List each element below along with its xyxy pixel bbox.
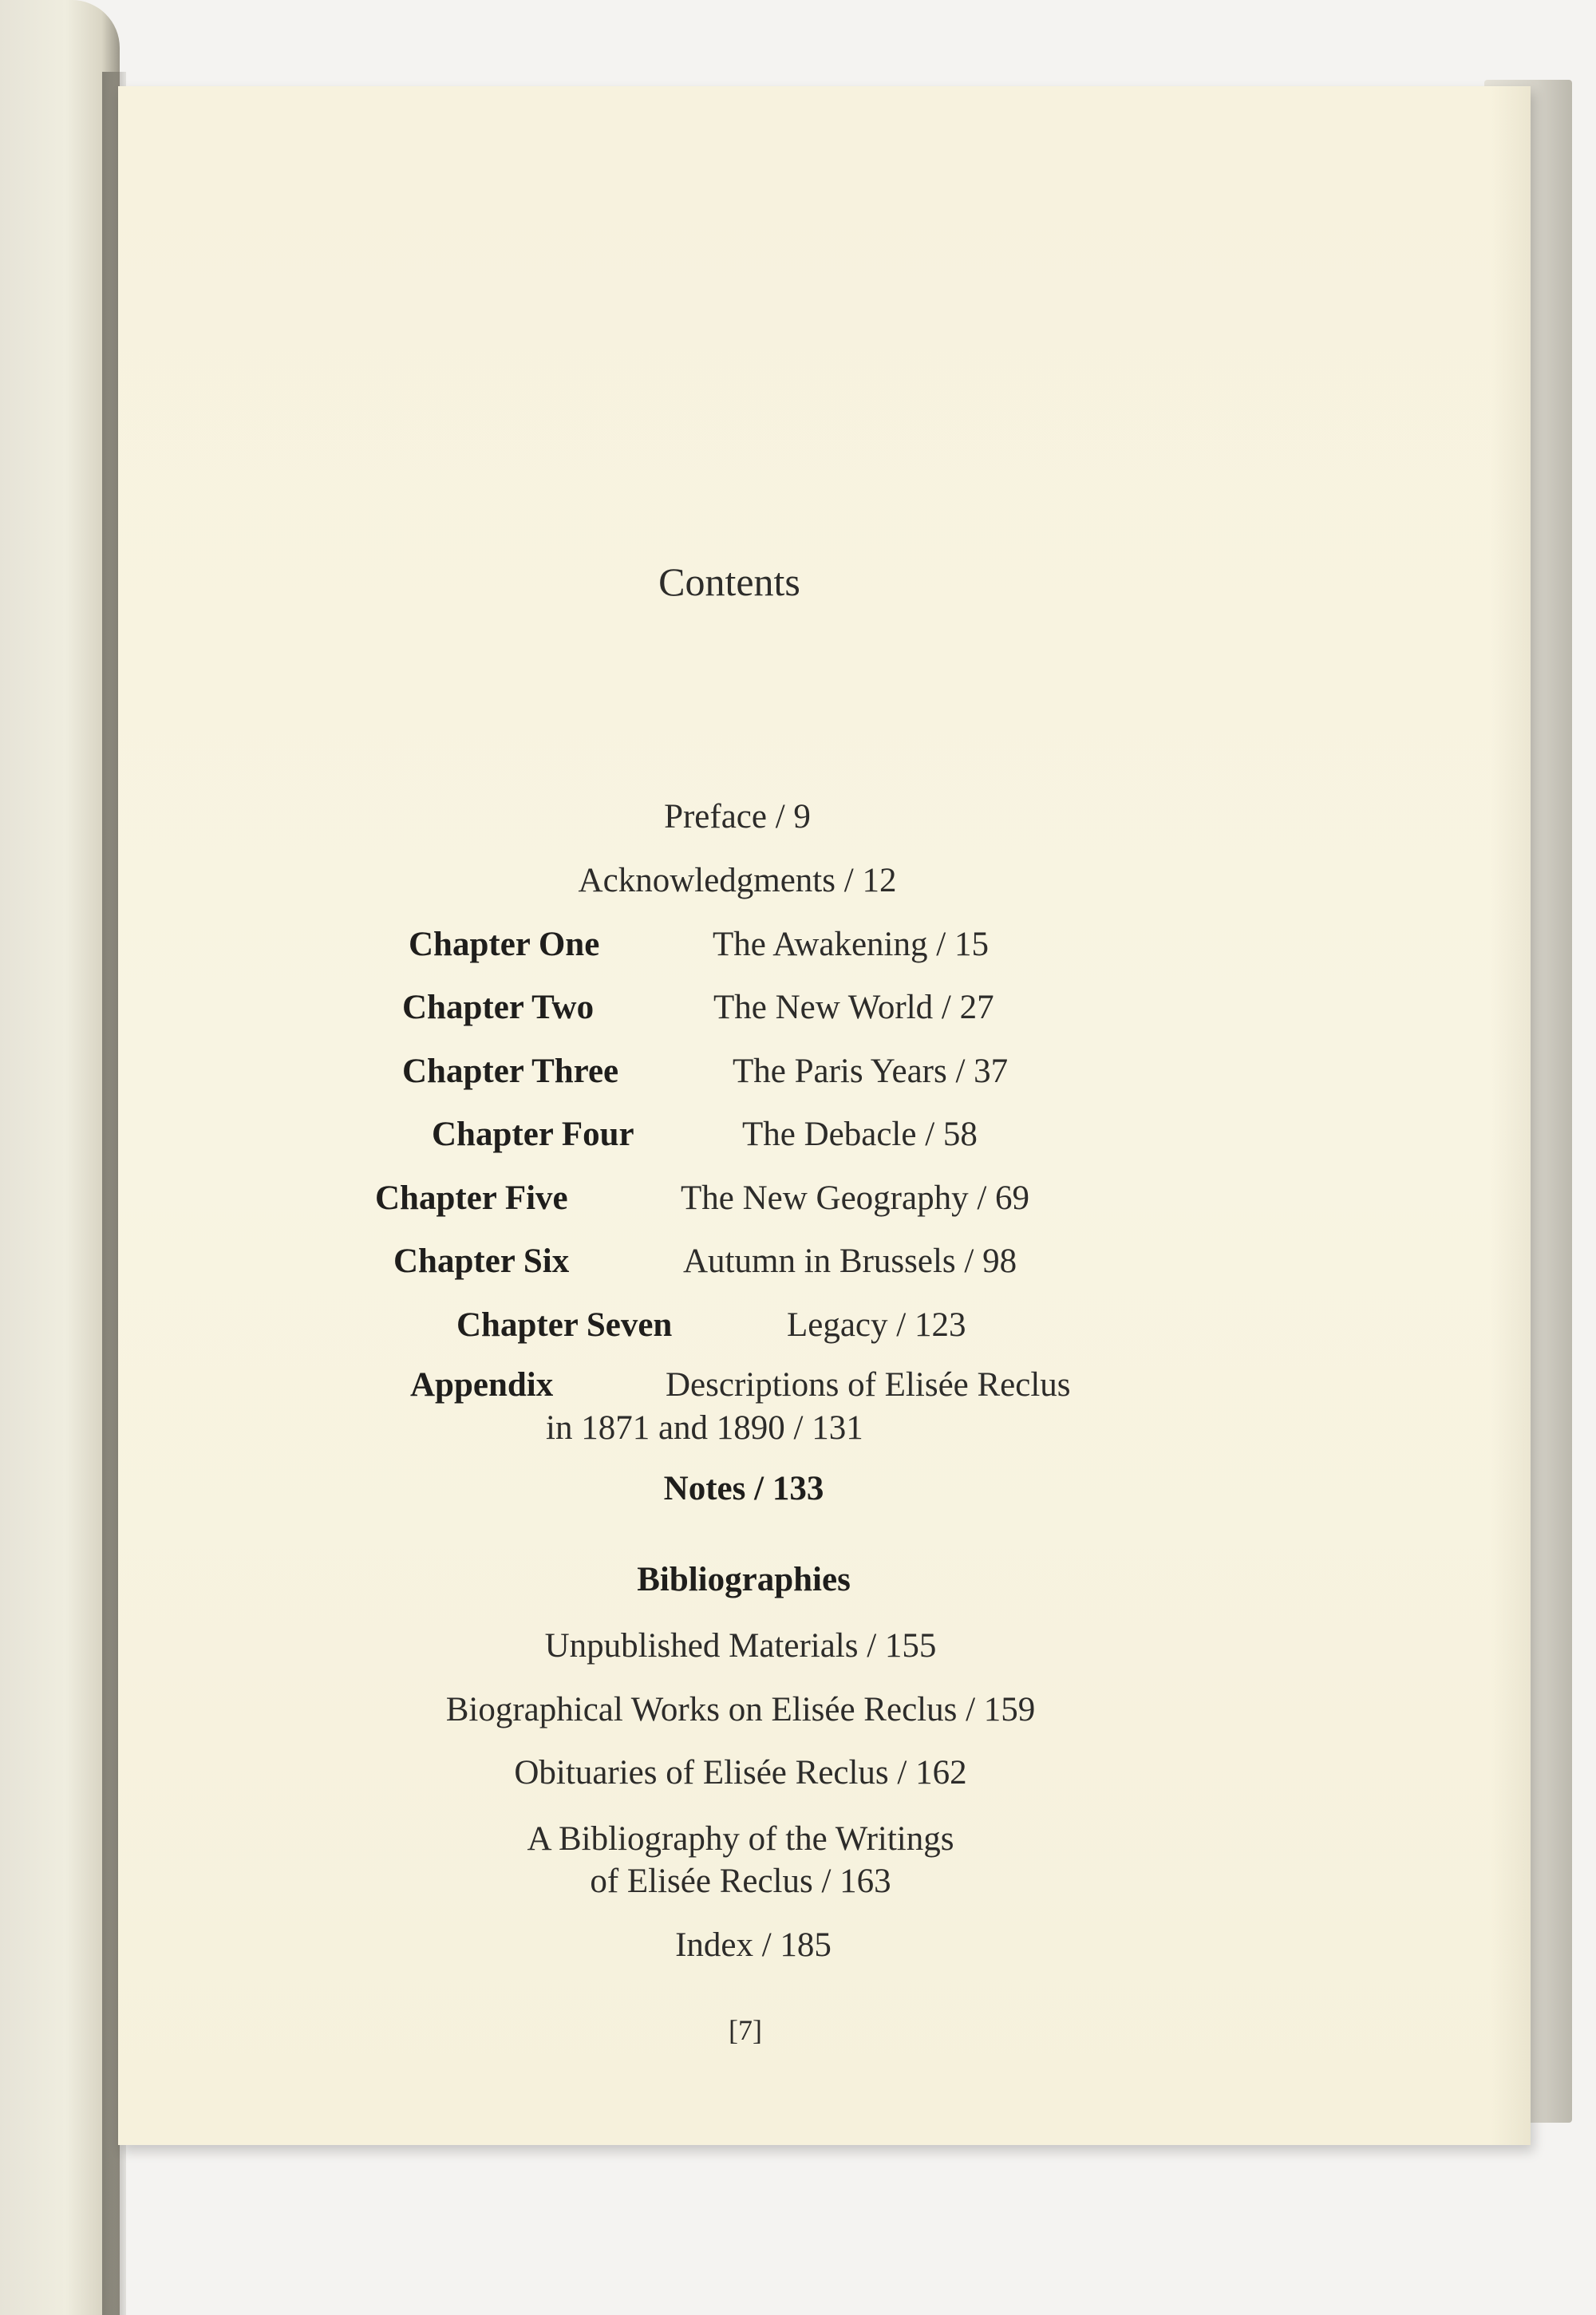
page-title: Contents <box>658 559 800 604</box>
toc-preface: Preface / 9 <box>664 798 811 836</box>
chapter-label: Chapter Two <box>402 989 595 1026</box>
chapter-label: Chapter Three <box>402 1053 619 1090</box>
bibliography-item: Biographical Works on Elisée Reclus / 159 <box>445 1691 1036 1728</box>
page-number: [7] <box>729 2014 762 2046</box>
chapter-title: The Awakening / 15 <box>713 926 989 963</box>
bibliographies-heading: Bibliographies <box>637 1561 851 1598</box>
chapter-label: Chapter Six <box>393 1242 570 1280</box>
toc-notes: Notes / 133 <box>663 1470 824 1507</box>
chapter-label: Chapter One <box>409 926 600 963</box>
contents-page <box>118 86 1531 2145</box>
toc-acknowledgments: Acknowledgments / 12 <box>578 862 897 899</box>
page-shade <box>1491 86 1531 2145</box>
bibliography-item: Unpublished Materials / 155 <box>544 1627 937 1665</box>
chapter-label: Chapter Four <box>432 1116 634 1153</box>
bibliography-writings-line2: of Elisée Reclus / 163 <box>590 1863 891 1900</box>
chapter-label: Chapter Seven <box>456 1306 673 1344</box>
chapter-title: Legacy / 123 <box>787 1306 966 1344</box>
appendix-title-line1: Descriptions of Elisée Reclus <box>666 1366 1071 1404</box>
chapter-title: The Debacle / 58 <box>742 1116 978 1153</box>
chapter-title: The New Geography / 69 <box>681 1179 1030 1217</box>
chapter-title: The New World / 27 <box>713 989 994 1026</box>
bibliography-writings-line1: A Bibliography of the Writings <box>527 1820 954 1858</box>
appendix-label: Appendix <box>410 1366 554 1404</box>
chapter-title: Autumn in Brussels / 98 <box>683 1242 1017 1280</box>
chapter-title: The Paris Years / 37 <box>733 1053 1009 1090</box>
toc-index: Index / 185 <box>675 1926 832 1964</box>
chapter-label: Chapter Five <box>375 1179 568 1217</box>
appendix-title-line2: in 1871 and 1890 / 131 <box>546 1409 863 1447</box>
bibliography-item: Obituaries of Elisée Reclus / 162 <box>514 1754 967 1792</box>
